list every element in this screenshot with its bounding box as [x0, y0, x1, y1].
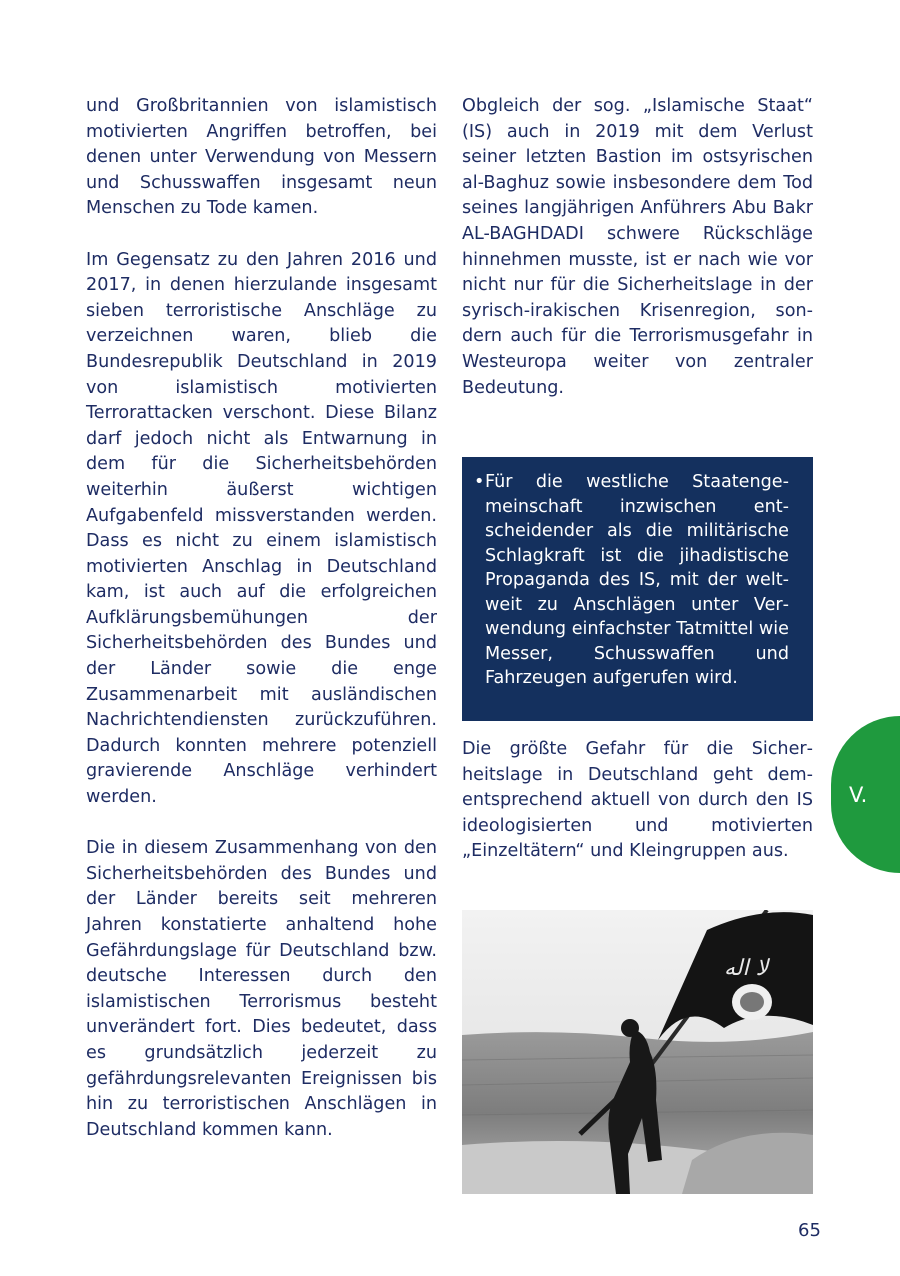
flag-bearer-photo	[462, 910, 813, 1194]
left-paragraph-1: und Großbritannien von islamistisch motivierten Angriffen betroffen, bei denen unter Verwendung von Messern und Schusswaffen insgesamt neun Menschen zu Tode kamen.	[86, 96, 437, 219]
right-paragraph-2: Die größte Gefahr für die Sicherheitslage in Deutschland geht dementsprechend aktuell von durch den IS ideologisierten und motivierten „Einzeltätern“ und Kleingruppen aus.	[462, 739, 813, 862]
info-box-text: Für die westliche Staatengemeinschaft inzwischen entscheidender als die militärische Schlagkraft ist die jihadistische Propaganda des IS, mit der weltweit zu Anschlägen unter Verwendung einfachster Tatmittel wie Messer, Schusswaffen und Fahrzeugen aufgerufen wird.	[485, 472, 789, 688]
left-column	[86, 94, 437, 1143]
chapter-label: V.	[849, 783, 868, 807]
info-box-bullet-item	[474, 470, 789, 691]
chapter-tab	[831, 716, 900, 873]
bullet-point: •	[474, 472, 485, 492]
right-paragraph-1: Obgleich der sog. „Islamische Staat“ (IS) auch in 2019 mit dem Verlust seiner letzten Bastion im ostsyrischen al-Baghuz sowie insbesondere dem Tod seines langjährigen Anführers Abu Bakr AL-BAGHDADI schwere Rückschläge hinnehmen musste, ist er nach wie vor nicht nur für die Sicherheitslage in der syrisch-irakischen Krisenregion, sondern auch für die Terrorismusgefahr in Westeuropa weiter von zentraler Bedeutung.	[462, 96, 813, 398]
highlight-info-box	[462, 457, 813, 721]
flag-bearer-illustration	[462, 910, 813, 1194]
page-number: 65	[798, 1220, 821, 1241]
right-column-top	[462, 94, 813, 401]
left-paragraph-2: Im Gegensatz zu den Jahren 2016 und 2017, in denen hierzulande insgesamt sieben terroristische Anschläge zu verzeichnen waren, blieb die Bundesrepublik Deutschland in 2019 von islamistisch motivierten Terrorattacken verschont. Diese Bilanz darf jedoch nicht als Entwarnung in dem für die Sicherheitsbehörden weiterhin äußerst wichtigen Aufgabenfeld missverstanden werden. Dass es nicht zu einem islamistisch motivierten Anschlag in Deutschland kam, ist auch auf die erfolgreichen Aufklärungsbemühungen der Sicherheitsbehörden des Bundes und der Länder sowie die enge Zusammenarbeit mit ausländischen Nachrichtendiensten zurückzuführen. Dadurch konnten mehrere potenziell gravierende Anschläge verhindert werden.	[86, 249, 437, 808]
left-paragraph-3: Die in diesem Zusammenhang von den Sicherheitsbehörden des Bundes und der Länder bereits seit mehreren Jahren konstatierte anhaltend hohe Gefährdungslage für Deutschland bzw. deutsche Interessen durch den islamistischen Terrorismus besteht unverändert fort. Dies bedeutet, dass es grundsätzlich jederzeit zu gefährdungsrelevanten Ereignissen bis hin zu terroristischen Anschlägen in Deutschland kommen kann.	[86, 838, 437, 1140]
right-column-middle	[462, 737, 813, 865]
svg-text:ﻻ ﺍﻟﻪ: ﻻ ﺍﻟﻪ	[724, 956, 769, 981]
